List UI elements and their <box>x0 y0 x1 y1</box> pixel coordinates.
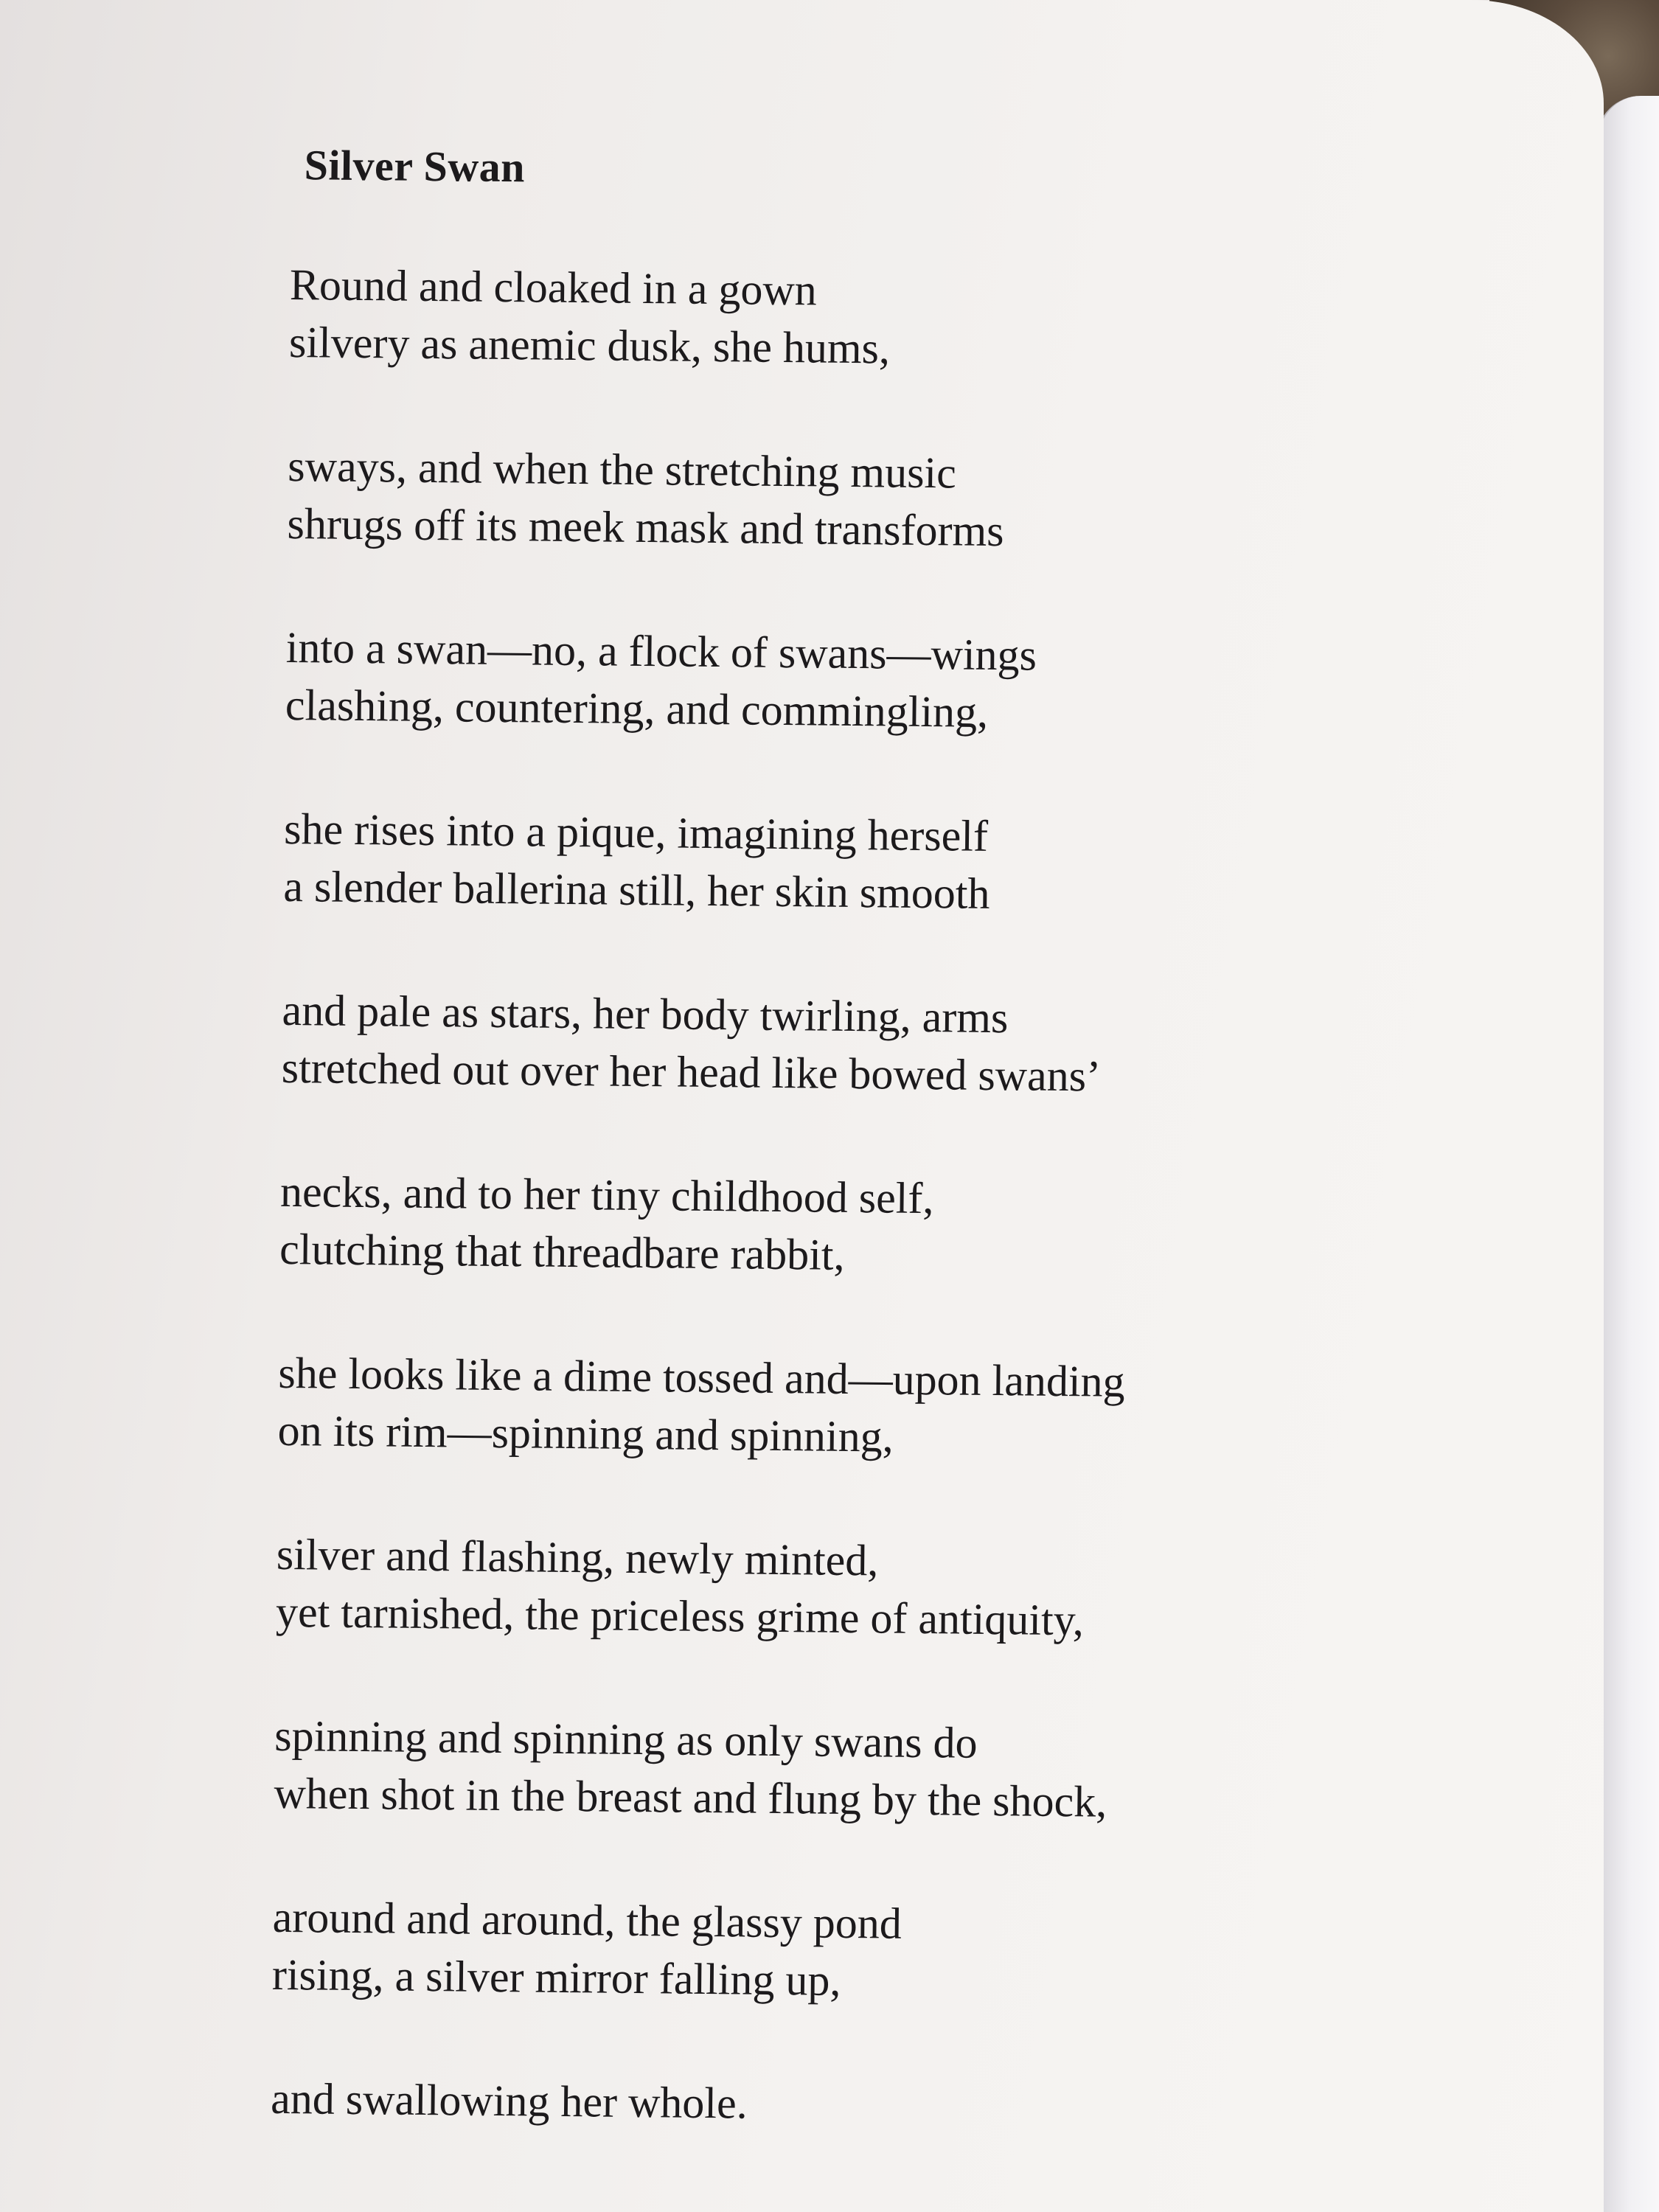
poem <box>270 140 1324 2205</box>
stanza <box>274 1707 1307 1833</box>
stanza <box>287 437 1321 563</box>
stanza <box>281 981 1315 1107</box>
stanza <box>277 1344 1311 1470</box>
poem-line: a slender ballerina still, her skin smooth <box>283 861 990 918</box>
stanza <box>283 800 1317 926</box>
stanza <box>276 1526 1310 1652</box>
poem-line: when shot in the breast and flung by the shock, <box>274 1768 1107 1826</box>
poem-line: on its rim—spinning and spinning, <box>277 1405 894 1461</box>
poem-line: she rises into a pique, imagining herself <box>283 804 989 860</box>
poem-line: silver and flashing, newly minted, <box>276 1529 879 1585</box>
poem-line: she looks like a dime tossed and—upon landing <box>278 1348 1125 1406</box>
poem-line: clutching that threadbare rabbit, <box>279 1224 845 1279</box>
poem-line: sways, and when the stretching music <box>288 441 957 498</box>
poem-title: Silver Swan <box>304 141 526 192</box>
next-page-edge <box>1596 96 1659 2212</box>
stanza <box>272 1888 1306 2014</box>
poem-line: clashing, countering, and commingling, <box>285 680 989 737</box>
poem-line: around and around, the glassy pond <box>272 1892 902 1948</box>
poem-line: spinning and spinning as only swans do <box>274 1711 978 1767</box>
stanza <box>279 1163 1313 1289</box>
poem-line: stretched out over her head like bowed swans’ <box>281 1043 1102 1101</box>
stanza <box>285 619 1319 745</box>
poem-line: yet tarnished, the priceless grime of antiquity, <box>275 1587 1085 1645</box>
stanza <box>271 2070 1304 2138</box>
stanza <box>289 256 1323 382</box>
poem-line: necks, and to her tiny childhood self, <box>279 1166 934 1223</box>
poem-line: Round and cloaked in a gown <box>289 260 818 315</box>
poem-line: into a swan—no, a flock of swans—wings <box>285 622 1037 680</box>
poem-line: silvery as anemic dusk, she hums, <box>288 317 891 373</box>
poem-line: and swallowing her whole. <box>270 2073 748 2128</box>
poem-line: and pale as stars, her body twirling, arms <box>282 985 1009 1043</box>
poem-line: shrugs off its meek mask and transforms <box>287 498 1004 556</box>
poem-line: rising, a silver mirror falling up, <box>271 1950 841 2005</box>
